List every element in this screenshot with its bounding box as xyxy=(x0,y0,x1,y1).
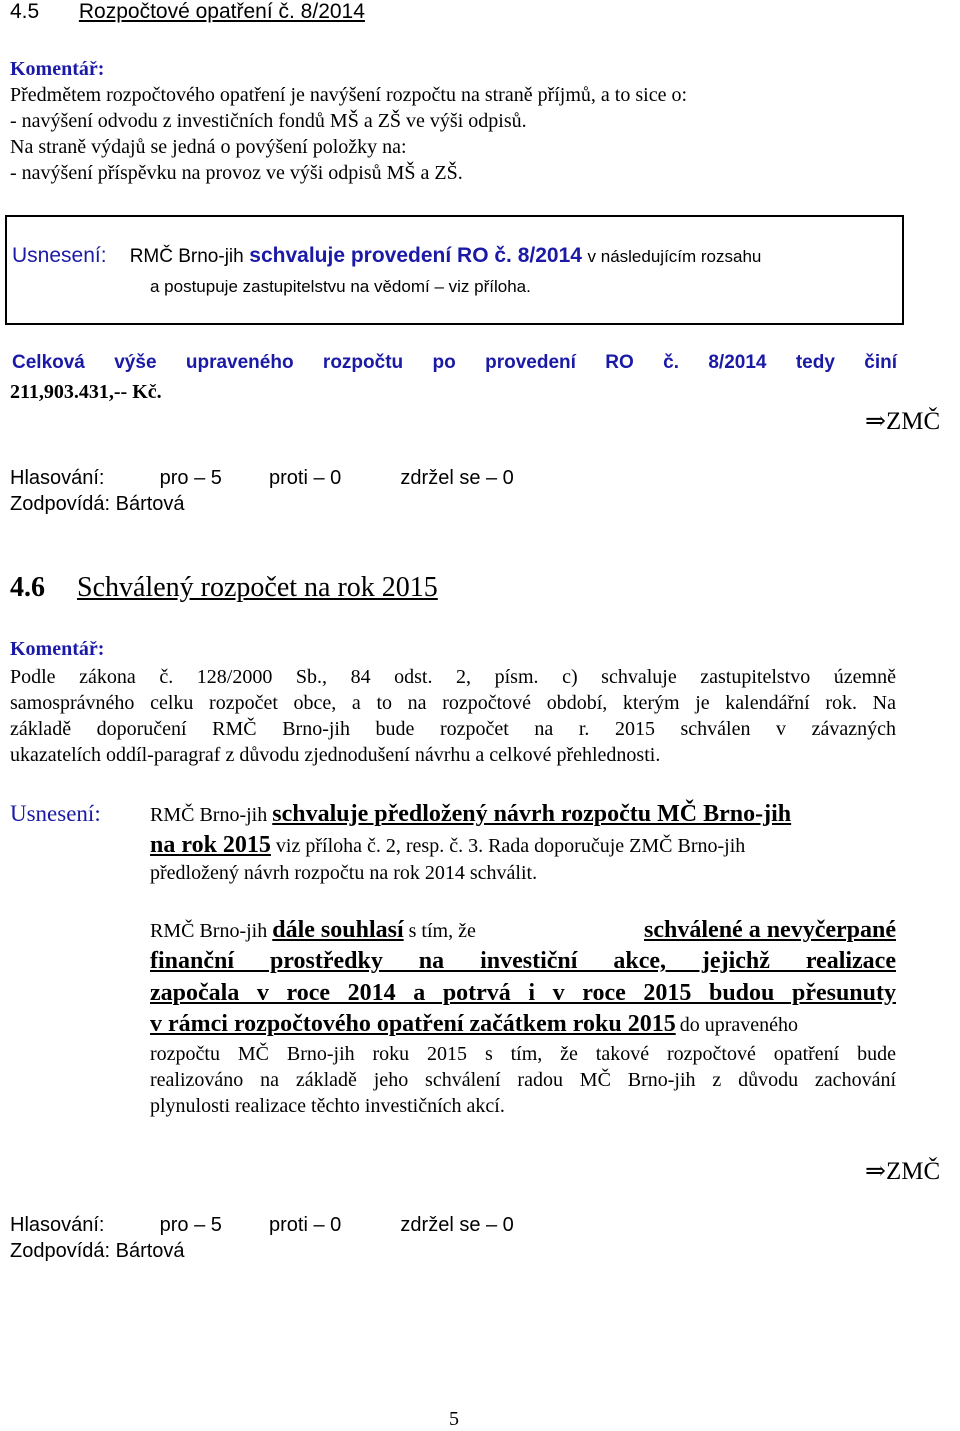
total-amount: 211,903.431,-- Kč. xyxy=(10,381,162,403)
responsible: Zodpovídá: Bártová xyxy=(10,1240,185,1262)
resolution-label: Usnesení: xyxy=(12,244,107,267)
comment-line: - navýšení odvodu z investičních fondů MŠ a ZŠ ve výši odpisů. xyxy=(10,110,527,132)
comment-line: Podle zákona č. 128/2000 Sb., 84 odst. 2, písm. c) schvaluje zastupitelstvo územně xyxy=(10,666,896,688)
resolution-line xyxy=(150,801,791,828)
section-number: 4.6 xyxy=(10,572,45,603)
vote-for: pro – 5 xyxy=(159,1214,222,1236)
referral-zmc: ⇒ZMČ xyxy=(865,408,941,435)
paragraph-line: rozpočtu MČ Brno-jih roku 2015 s tím, že takové rozpočtové opatření bude xyxy=(150,1043,896,1065)
para-strong: v rámci rozpočtového opatření začátkem roku 2015 xyxy=(150,1011,676,1037)
resolution-line-2: a postupuje zastupitelstvu na vědomí – viz příloha. xyxy=(150,277,531,296)
comment-line: ukazatelích oddíl-paragraf z důvodu zjednodušení návrhu a celkové přehlednosti. xyxy=(10,744,661,766)
vote-label: Hlasování: xyxy=(10,1214,105,1236)
comment-line: samosprávného celku rozpočet obce, a to na rozpočtové období, kterým je kalendářní rok. Na xyxy=(10,692,896,714)
section-heading-4-6 xyxy=(10,572,438,604)
comment-label: Komentář: xyxy=(10,58,105,80)
vote-label: Hlasování: xyxy=(10,467,105,489)
resolution-line-2 xyxy=(150,832,896,859)
responsible: Zodpovídá: Bártová xyxy=(10,493,185,515)
vote-line xyxy=(10,1214,514,1237)
para-rest: do upraveného xyxy=(679,1014,798,1036)
section-heading-4-5 xyxy=(10,0,365,24)
section-number: 4.5 xyxy=(10,0,40,23)
vote-abstain: zdržel se – 0 xyxy=(400,1214,514,1236)
vote-for: pro – 5 xyxy=(159,467,222,489)
comment-line: základě doporučení RMČ Brno-jih bude rozpočet na r. 2015 schválen v závazných xyxy=(10,718,896,740)
section-title: Rozpočtové opatření č. 8/2014 xyxy=(78,0,365,23)
comment-line: Na straně výdajů se jedná o povýšení položky na: xyxy=(10,136,407,158)
resolution-decision: schvaluje provedení RO č. 8/2014 xyxy=(249,244,582,267)
para-strong: započala v roce 2014 a potrvá i v roce 2015 budou přesunuty xyxy=(150,980,896,1006)
para-strong: schválené a nevyčerpané xyxy=(644,917,896,943)
resolution-rest: viz příloha č. 2, resp. č. 3. Rada doporučuje ZMČ Brno-jih xyxy=(275,835,746,857)
resolution-subject: RMČ Brno-jih xyxy=(129,246,244,267)
paragraph-line xyxy=(150,1011,896,1038)
resolution-subject: RMČ Brno-jih xyxy=(150,804,268,826)
para-with: s tím, že xyxy=(408,920,476,942)
resolution-decision: schvaluje předložený návrh rozpočtu MČ Brno-jih xyxy=(272,801,792,827)
vote-line xyxy=(10,467,514,490)
resolution-decision-year: na rok 2015 xyxy=(150,832,271,858)
resolution-line-3: předložený návrh rozpočtu na rok 2014 schválit. xyxy=(150,862,538,884)
para-strong: finanční prostředky na investiční akce, jejichž realizace xyxy=(150,948,896,974)
referral-zmc: ⇒ZMČ xyxy=(865,1158,941,1185)
vote-abstain: zdržel se – 0 xyxy=(400,467,514,489)
comment-line: Předmětem rozpočtového opatření je navýšení rozpočtu na straně příjmů, a to sice o: xyxy=(10,84,688,106)
vote-against: proti – 0 xyxy=(269,1214,342,1236)
comment-line: - navýšení příspěvku na provoz ve výši odpisů MŠ a ZŠ. xyxy=(10,162,463,184)
resolution-label: Usnesení: xyxy=(10,801,101,826)
page-number: 5 xyxy=(449,1408,459,1430)
resolution-line xyxy=(12,244,761,268)
vote-against: proti – 0 xyxy=(269,467,342,489)
paragraph-line xyxy=(150,917,896,944)
section-title: Schválený rozpočet na rok 2015 xyxy=(77,572,438,603)
resolution-rest: v následujícím rozsahu xyxy=(587,247,762,266)
paragraph-line: realizováno na základě jeho schválení radou MČ Brno-jih z důvodu zachování xyxy=(150,1069,896,1091)
para-subject: RMČ Brno-jih xyxy=(150,920,268,942)
total-line: Celková výše upraveného rozpočtu po provedení RO č. 8/2014 tedy činí xyxy=(12,352,897,373)
paragraph-line: plynulosti realizace těchto investičních akcí. xyxy=(150,1095,505,1117)
resolution-box xyxy=(5,215,904,325)
comment-label: Komentář: xyxy=(10,638,105,660)
para-agree: dále souhlasí xyxy=(272,917,404,943)
